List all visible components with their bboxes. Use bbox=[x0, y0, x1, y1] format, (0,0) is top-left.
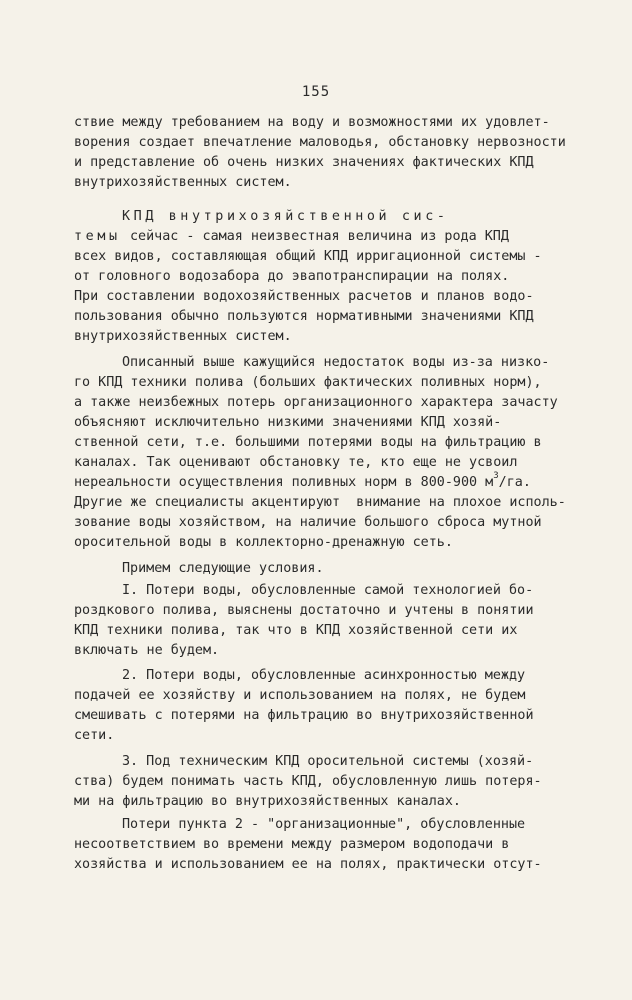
text-line-content: Потери пункта 2 - "организационные", обусловленные bbox=[122, 817, 526, 832]
text-line bbox=[74, 686, 525, 706]
text-line bbox=[122, 666, 525, 686]
text-line-content: всех видов, составляющая общий КПД ирригационной системы - bbox=[74, 249, 542, 264]
text-line bbox=[74, 413, 501, 433]
text-line-content: подачей ее хозяйству и использованием на полях, не будем bbox=[74, 688, 526, 703]
text-line-suffix: /га. bbox=[498, 475, 531, 490]
text-line-content: смешивать с потерями на фильтрацию во внутрихозяйственной bbox=[74, 708, 534, 723]
text-line-content: объясняют исключительно низкими значениями КПД хозяй- bbox=[74, 415, 502, 430]
text-line bbox=[74, 533, 453, 553]
text-line-content: Описанный выше кажущийся недостаток воды из-за низко- bbox=[122, 355, 550, 370]
text-line bbox=[122, 815, 525, 835]
text-line-content: а также неизбежных потерь организационного характера зачасту bbox=[74, 395, 558, 410]
text-line-content: ми на фильтрацию во внутрихозяйственных каналах. bbox=[74, 794, 461, 809]
text-line bbox=[74, 621, 517, 641]
text-line bbox=[74, 792, 461, 812]
text-line-content: ственной сети, т.е. большими потерями воды на фильтрацию в bbox=[74, 435, 542, 450]
text-line-content: При составлении водохозяйственных расчетов и планов водо- bbox=[74, 289, 534, 304]
text-line bbox=[74, 307, 534, 327]
text-line-content: оросительной воды в коллекторно-дренажную сеть. bbox=[74, 535, 453, 550]
text-line bbox=[74, 493, 566, 513]
text-line-content: зование воды хозяйством, на наличие большого сброса мутной bbox=[74, 515, 542, 530]
superscript: 3 bbox=[493, 470, 499, 481]
text-line bbox=[74, 153, 534, 173]
text-line-content: хозяйства и использованием ее на полях, практически отсут- bbox=[74, 857, 542, 872]
text-line-content: го КПД техники полива (больших фактических поливных норм), bbox=[74, 375, 542, 390]
text-line bbox=[74, 373, 542, 393]
text-line bbox=[74, 267, 509, 287]
text-line-content: каналах. Так оценивают обстановку те, кто еще не усвоил bbox=[74, 455, 518, 470]
text-line-content: внутрихозяйственных систем. bbox=[74, 175, 292, 190]
text-line-content: I. Потери воды, обусловленные самой технологией бо- bbox=[122, 583, 534, 598]
text-line bbox=[74, 113, 550, 133]
text-line-content: пользования обычно пользуются нормативными значениями КПД bbox=[74, 309, 534, 324]
text-line-content: 3. Под техническим КПД оросительной системы (хозяй- bbox=[122, 754, 534, 769]
text-line-content: от головного водозабора до эвапотранспирации на полях. bbox=[74, 269, 510, 284]
text-line bbox=[74, 726, 114, 746]
text-line bbox=[122, 559, 324, 579]
text-line-content: внутрихозяйственных систем. bbox=[74, 329, 292, 344]
text-line bbox=[74, 327, 292, 347]
text-line bbox=[74, 470, 531, 493]
text-line-content: темы bbox=[74, 229, 121, 244]
text-line-content: роздкового полива, выяснены достаточно и учтены в понятии bbox=[74, 603, 534, 618]
text-line bbox=[122, 207, 449, 227]
text-line bbox=[74, 513, 542, 533]
text-line-content: 2. Потери воды, обусловленные асинхронностью между bbox=[122, 668, 526, 683]
text-line bbox=[74, 453, 517, 473]
text-line bbox=[74, 227, 121, 247]
text-line bbox=[130, 227, 509, 247]
text-line bbox=[74, 247, 542, 267]
text-line bbox=[74, 173, 292, 193]
text-line-content: Примем следующие условия. bbox=[122, 561, 324, 576]
text-line-content: включать не будем. bbox=[74, 643, 220, 658]
text-line-content: сети. bbox=[74, 728, 115, 743]
text-line-content: ствие между требованием на воду и возможностями их удовлет- bbox=[74, 115, 550, 130]
text-line bbox=[74, 601, 534, 621]
text-line-content: КПД внутрихозяйственной сис- bbox=[122, 209, 449, 224]
page-number: 155 bbox=[301, 84, 331, 100]
text-line bbox=[74, 641, 219, 661]
text-line bbox=[74, 393, 558, 413]
text-line bbox=[122, 353, 549, 373]
text-line bbox=[74, 772, 542, 792]
text-line bbox=[74, 706, 534, 726]
text-line-content: ства) будем понимать часть КПД, обусловленную лишь потеря- bbox=[74, 774, 542, 789]
text-line-content: Другие же специалисты акцентируют внимание на плохое исполь- bbox=[74, 495, 566, 510]
text-line bbox=[74, 835, 509, 855]
text-line bbox=[74, 855, 542, 875]
text-line-content: КПД техники полива, так что в КПД хозяйственной сети их bbox=[74, 623, 518, 638]
text-line-content: и представление об очень низких значениях фактических КПД bbox=[74, 155, 534, 170]
text-line bbox=[122, 581, 533, 601]
text-line-content: сейчас - самая неизвестная величина из рода КПД bbox=[130, 229, 509, 244]
text-line bbox=[74, 433, 542, 453]
text-line bbox=[122, 752, 533, 772]
text-line-content: ворения создает впечатление маловодья, обстановку нервозности bbox=[74, 135, 566, 150]
text-line-content: несоответствием во времени между размером водоподачи в bbox=[74, 837, 510, 852]
text-line bbox=[74, 287, 534, 307]
text-line-content: нереальности осуществления поливных норм в 800-900 м bbox=[74, 475, 494, 490]
text-line bbox=[74, 133, 566, 153]
